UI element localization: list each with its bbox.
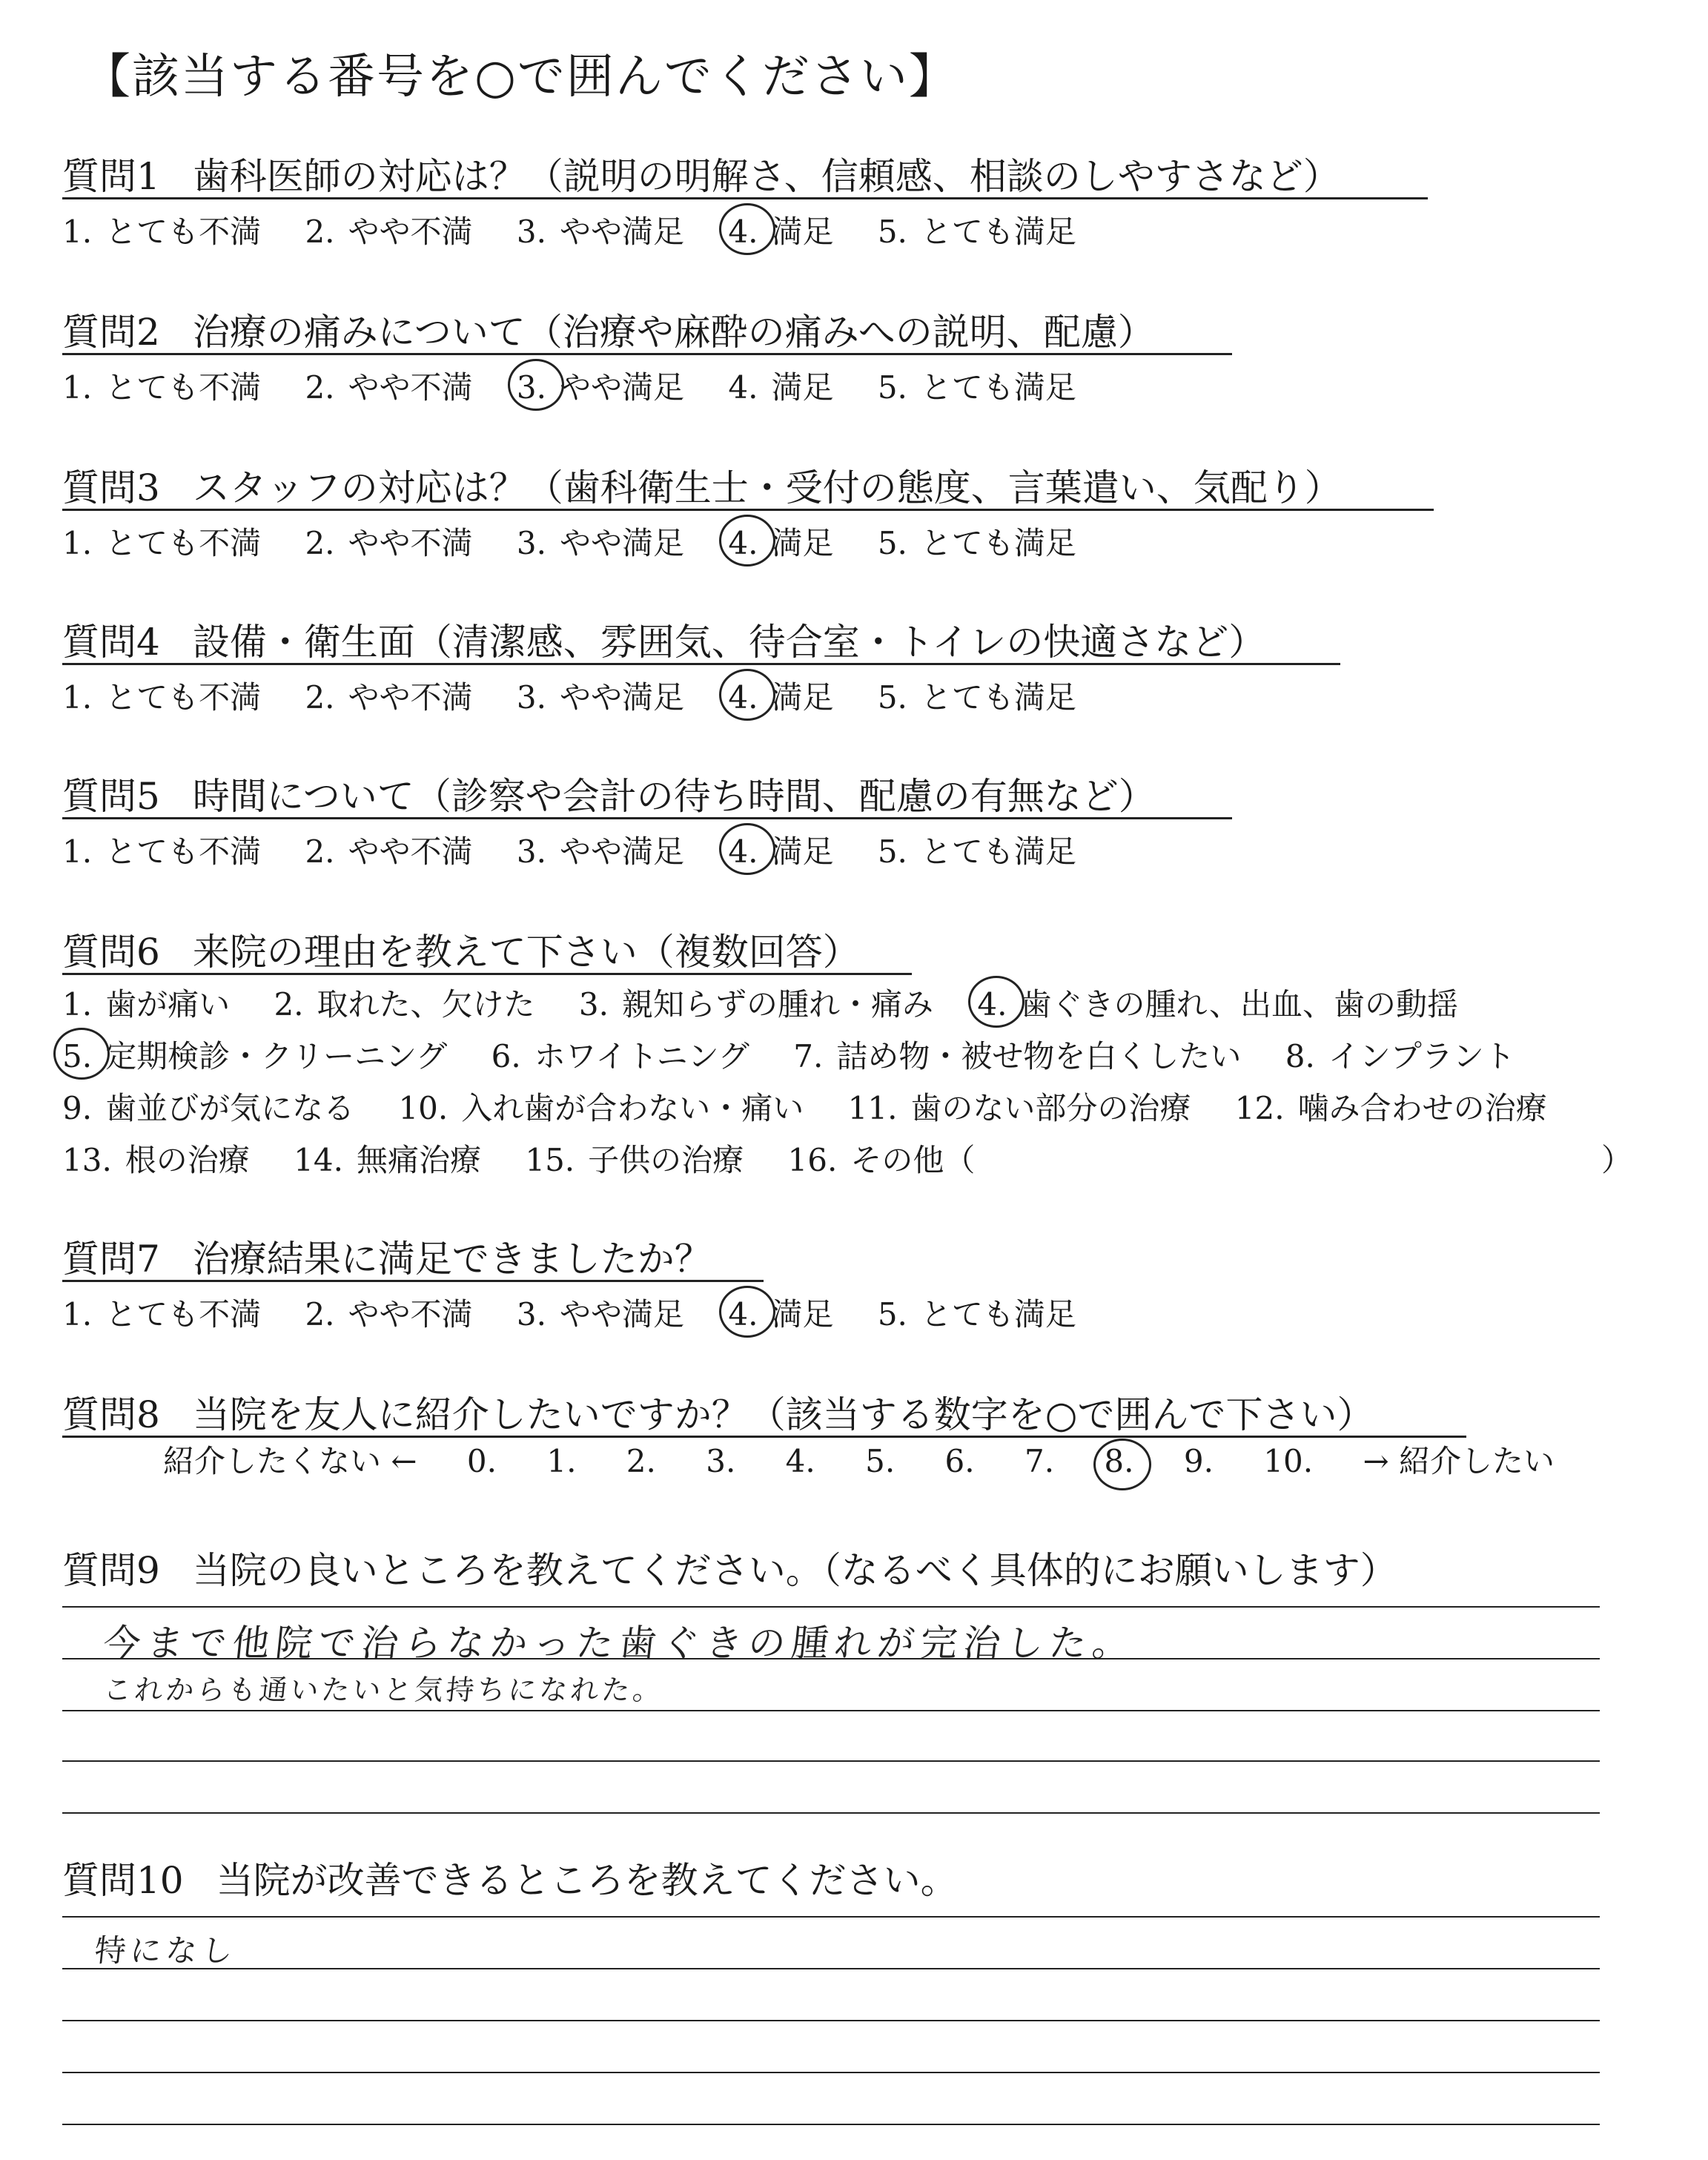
scale-value-5[interactable]: 5. [865,1443,896,1479]
option-1[interactable]: 1. とても不満 [62,369,262,406]
option-2[interactable]: 2. やや不満 [305,525,473,561]
option-3[interactable]: 3. やや満足 [516,833,684,870]
scale-value-0[interactable]: 0. [466,1443,497,1479]
question-7 [62,1229,712,1283]
writing-line [62,2020,1600,2021]
question-number: 質問6 [62,931,160,974]
option-4-circled[interactable]: 4. 満足 [728,679,834,716]
other-close-paren: ） [1601,1142,1633,1178]
question-text: 当院を友人に紹介したいですか？（該当する数字を○で囲んで下さい） [192,1393,1374,1436]
option-5[interactable]: 5. とても満足 [877,369,1076,406]
reason-option-9[interactable]: 9. 歯並びが気になる [62,1090,355,1126]
option-3-circled[interactable]: 3. やや満足 [516,369,684,406]
writing-line [62,1968,1600,1969]
reason-option-13[interactable]: 13. 根の治療 [62,1142,250,1178]
question-number: 質問1 [62,155,160,198]
answer-options-q2[interactable] [62,363,1110,408]
scale-value-8-circled[interactable]: 8. [1104,1443,1134,1479]
scale-right-label: → 紹介したい [1363,1443,1555,1479]
page-title: 【該当する番号を○で囲んでください】 [83,50,958,105]
scale-value-7[interactable]: 7. [1024,1443,1055,1479]
question-9 [62,1541,1397,1594]
scale-value-2[interactable]: 2. [626,1443,656,1479]
writing-line [62,1658,1600,1659]
reason-option-16[interactable]: 16. その他（ [787,1142,976,1178]
scale-left-label: 紹介したくない ← [163,1443,417,1479]
option-4-circled[interactable]: 4. 満足 [728,525,834,561]
writing-line [62,1916,1600,1918]
option-4-circled[interactable]: 4. 満足 [728,214,834,250]
answer-options-q1[interactable] [62,208,1110,252]
q10-handwritten-answer: 特になし [93,1932,239,1969]
question-text: 当院の良いところを教えてください。（なるべく具体的にお願いします） [192,1549,1397,1592]
option-2[interactable]: 2. やや不満 [305,369,473,406]
reason-option-14[interactable]: 14. 無痛治療 [294,1142,481,1178]
question-4 [62,612,1265,666]
reason-option-11[interactable]: 11. 歯のない部分の治療 [847,1090,1191,1126]
reason-options-row-1[interactable] [62,980,1492,1025]
reason-option-8[interactable]: 8. インプラント [1285,1038,1515,1074]
scale-value-9[interactable]: 9. [1183,1443,1214,1479]
question-underline [62,353,1232,355]
option-4-circled[interactable]: 4. 満足 [728,1296,834,1332]
reason-option-3[interactable]: 3. 親知らずの腫れ・痛み [578,986,933,1023]
option-3[interactable]: 3. やや満足 [516,214,684,250]
option-4[interactable]: 4. 満足 [728,369,834,406]
question-number: 質問10 [62,1859,184,1902]
question-number: 質問8 [62,1393,160,1436]
question-number: 質問7 [62,1238,160,1281]
question-2 [62,303,1155,356]
reason-option-1[interactable]: 1. 歯が痛い [62,986,231,1023]
question-10 [62,1851,958,1904]
writing-line [62,1760,1600,1762]
option-5[interactable]: 5. とても満足 [877,679,1076,716]
reason-option-2[interactable]: 2. 取れた、欠けた [274,986,535,1023]
option-2[interactable]: 2. やや不満 [305,679,473,716]
writing-line [62,1710,1600,1711]
option-1[interactable]: 1. とても不満 [62,1296,262,1332]
option-2[interactable]: 2. やや不満 [305,833,473,870]
question-text: 来院の理由を教えて下さい（複数回答） [192,931,860,974]
option-4-circled[interactable]: 4. 満足 [728,833,834,870]
answer-options-q4[interactable] [62,673,1110,718]
writing-line [62,1812,1600,1814]
scale-value-10[interactable]: 10. [1263,1443,1314,1479]
question-6 [62,922,860,976]
question-5 [62,767,1156,820]
scale-value-6[interactable]: 6. [944,1443,975,1479]
question-1 [62,147,1340,200]
answer-options-q5[interactable] [62,828,1110,872]
question-3 [62,458,1342,512]
scale-value-3[interactable]: 3. [706,1443,736,1479]
question-8 [62,1385,1374,1439]
question-underline [62,663,1340,665]
option-2[interactable]: 2. やや不満 [305,1296,473,1332]
writing-line [62,2072,1600,2073]
question-underline [62,973,912,975]
reason-option-6[interactable]: 6. ホワイトニング [491,1038,749,1074]
option-1[interactable]: 1. とても不満 [62,833,262,870]
q9-handwritten-answer-line2: これからも通いたいと気持ちになれた。 [102,1674,666,1706]
option-5[interactable]: 5. とても満足 [877,525,1076,561]
question-text: 設備・衛生面（清潔感、雰囲気、待合室・トイレの快適さなど） [192,621,1266,664]
scale-value-4[interactable]: 4. [785,1443,815,1479]
question-underline [62,1280,764,1282]
writing-line [62,1606,1600,1608]
option-5[interactable]: 5. とても満足 [877,214,1076,250]
reason-option-10[interactable]: 10. 入れ歯が合わない・痛い [398,1090,804,1126]
option-5[interactable]: 5. とても満足 [877,1296,1076,1332]
question-text: 歯科医師の対応は？（説明の明解さ、信頼感、相談のしやすさなど） [192,155,1340,198]
question-underline [62,509,1434,511]
option-1[interactable]: 1. とても不満 [62,214,262,250]
writing-line [62,2124,1600,2125]
scale-value-1[interactable]: 1. [546,1443,577,1479]
option-1[interactable]: 1. とても不満 [62,525,262,561]
answer-options-q3[interactable] [62,519,1110,564]
reason-option-4-circled[interactable]: 4. 歯ぐきの腫れ、出血、歯の動揺 [977,986,1458,1023]
question-number: 質問3 [62,466,160,509]
reason-options-row-3[interactable] [62,1084,1581,1129]
question-number: 質問4 [62,621,160,664]
question-number: 質問2 [62,311,160,354]
question-number: 質問5 [62,775,160,818]
option-3[interactable]: 3. やや満足 [516,1296,684,1332]
reason-option-7[interactable]: 7. 詰め物・被せ物を白くしたい [793,1038,1242,1074]
option-3[interactable]: 3. やや満足 [516,525,684,561]
question-underline [62,817,1232,819]
answer-options-q7[interactable] [62,1290,1110,1335]
question-text: 時間について（診察や会計の待ち時間、配慮の有無など） [192,775,1156,818]
question-text: 当院が改善できるところを教えてください。 [216,1859,958,1902]
option-2[interactable]: 2. やや不満 [305,214,473,250]
reason-options-row-2[interactable] [62,1032,1549,1077]
q9-handwritten-answer-line1: 今まで他院で治らなかった歯ぐきの腫れが完治した。 [101,1622,1138,1665]
reason-option-12[interactable]: 12. 噛み合わせの治療 [1234,1090,1547,1126]
reason-option-5-circled[interactable]: 5. 定期検診・クリーニング [62,1038,448,1074]
option-5[interactable]: 5. とても満足 [877,833,1076,870]
question-number: 質問9 [62,1549,160,1592]
question-text: スタッフの対応は？（歯科衛生士・受付の態度、言葉遣い、気配り） [192,466,1342,509]
question-text: 治療の痛みについて（治療や麻酔の痛みへの説明、配慮） [192,311,1155,354]
question-text: 治療結果に満足できましたか？ [192,1238,712,1281]
option-1[interactable]: 1. とても不満 [62,679,262,716]
question-underline [62,197,1428,199]
reason-option-15[interactable]: 15. 子供の治療 [525,1142,744,1178]
option-3[interactable]: 3. やや満足 [516,679,684,716]
referral-scale[interactable] [163,1437,1595,1482]
reason-options-row-4[interactable] [62,1136,1009,1180]
